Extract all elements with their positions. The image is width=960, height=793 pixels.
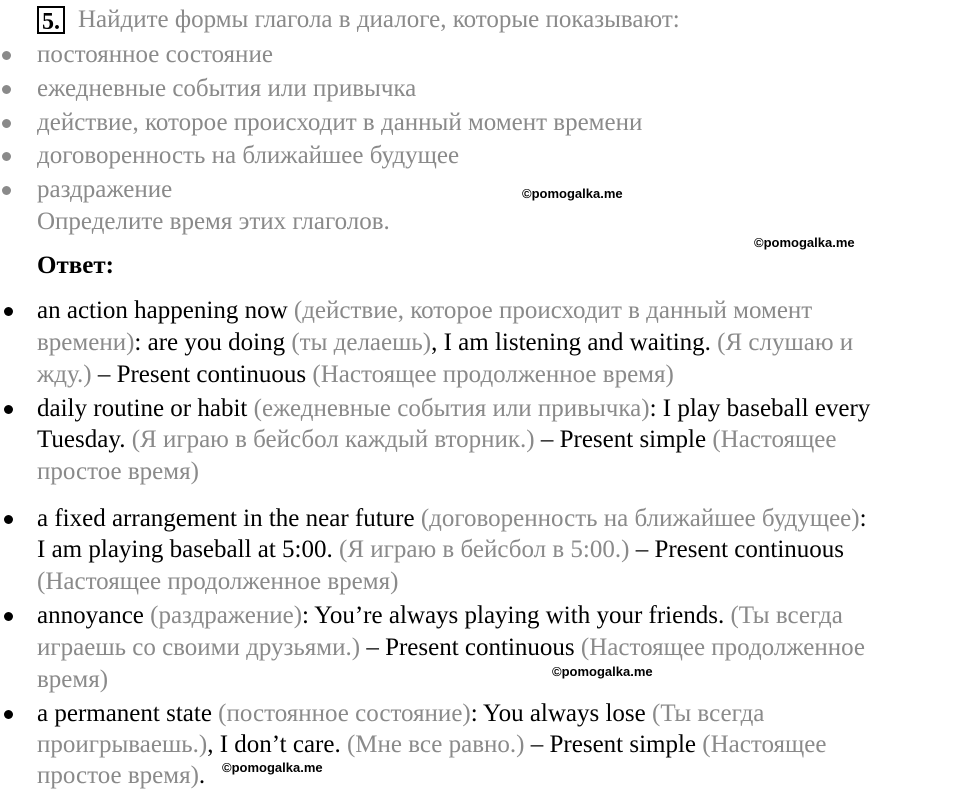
answer-line — [37, 664, 108, 696]
bullet — [4, 307, 13, 316]
answer-line — [37, 456, 199, 488]
answer-translation: (Я слушаю и — [717, 329, 854, 356]
task-number: 5. — [37, 6, 65, 34]
answer-translation: (Настоящее продолженное время) — [312, 361, 674, 388]
answer-translation: время) — [37, 666, 109, 693]
answer-text: : are you doing — [134, 329, 292, 356]
watermark: ©pomogalka.me — [222, 760, 323, 775]
task-item: ежедневные события или привычка — [37, 75, 417, 102]
answer-translation: времени) — [37, 329, 135, 356]
answer-translation: (Настоящее — [702, 731, 827, 758]
answer-translation: (ты делаешь) — [291, 329, 432, 356]
task-item: раздражение — [37, 176, 173, 203]
answer-line — [37, 729, 826, 761]
answer-line — [37, 393, 870, 425]
bullet — [4, 405, 13, 414]
answer-translation: (постоянное состояние) — [211, 700, 471, 727]
bullet — [2, 119, 11, 128]
answer-translation: (Мне все равно.) — [346, 731, 525, 758]
answer-text: a fixed arrangement in the near future — [37, 505, 415, 532]
watermark: ©pomogalka.me — [552, 664, 653, 679]
answer-translation: проигрываешь.) — [37, 731, 208, 758]
answer-text: a permanent state — [37, 700, 212, 727]
answer-line — [37, 424, 837, 456]
answer-line — [37, 566, 398, 598]
answer-line — [37, 698, 764, 730]
answer-translation: (договоренность на ближайшее будущее) — [414, 505, 860, 532]
bullet — [4, 515, 13, 524]
answer-translation: (Настоящее продолженное время) — [37, 568, 399, 595]
answer-text: : You always lose — [470, 700, 653, 727]
answer-line — [37, 632, 865, 664]
answer-translation: (ежедневные события или привычка) — [247, 395, 650, 422]
answer-text: , I am listening and waiting. — [431, 329, 718, 356]
answer-translation: (Ты всегда — [652, 700, 765, 727]
answer-translation: (раздражение) — [143, 602, 303, 629]
answer-text: daily routine or habit — [37, 395, 248, 422]
answer-text: – Present continuous — [91, 361, 313, 388]
answer-text: : You’re always playing with your friends. — [302, 602, 731, 629]
answer-text: : I play baseball every — [649, 395, 871, 422]
answer-text: – Present continuous — [360, 634, 581, 661]
answer-translation: играешь со своими друзьями.) — [37, 634, 361, 661]
answer-line — [37, 503, 867, 535]
answer-text: , I don’t care. — [207, 731, 347, 758]
answer-text: . — [198, 762, 206, 789]
answer-line — [37, 600, 843, 632]
task-prompt: Найдите формы глагола в диалоге, которые показывают: — [78, 6, 680, 33]
answer-text: – Present simple — [524, 731, 703, 758]
bullet — [2, 186, 11, 195]
answer-line — [37, 359, 674, 391]
bullet — [2, 152, 11, 161]
bullet — [2, 51, 11, 60]
answer-translation: жду.) — [37, 361, 92, 388]
answer-text: an action happening now — [37, 297, 288, 324]
bullet — [4, 710, 13, 719]
answer-line — [37, 760, 205, 792]
task-item: действие, которое происходит в данный момент времени — [37, 109, 643, 136]
answer-text: I am playing baseball at 5:00. — [37, 536, 340, 563]
answer-heading: Ответ: — [37, 252, 114, 279]
answer-line — [37, 327, 853, 359]
answer-translation: (действие, которое происходит в данный момент — [287, 297, 813, 324]
answer-translation: (Настоящее — [712, 426, 837, 453]
task-followup: Определите время этих глаголов. — [37, 208, 390, 235]
watermark: ©pomogalka.me — [522, 186, 623, 201]
watermark: ©pomogalka.me — [754, 235, 855, 250]
answer-text: – Present continuous — [629, 536, 845, 563]
answer-text: Tuesday. — [37, 426, 132, 453]
bullet — [4, 612, 13, 621]
answer-line — [37, 534, 844, 566]
task-item: постоянное состояние — [37, 41, 273, 68]
answer-translation: (Я играю в бейсбол каждый вторник.) — [131, 426, 535, 453]
answer-text: : — [859, 505, 867, 532]
answer-line — [37, 295, 812, 327]
answer-text: annoyance — [37, 602, 144, 629]
answer-translation: (Ты всегда — [730, 602, 843, 629]
answer-translation: простое время) — [37, 762, 199, 789]
answer-translation: (Я играю в бейсбол в 5:00.) — [339, 536, 630, 563]
bullet — [2, 85, 11, 94]
answer-text: – Present simple — [534, 426, 713, 453]
answer-translation: (Настоящее продолженное — [580, 634, 866, 661]
answer-translation: простое время) — [37, 458, 199, 485]
task-item: договоренность на ближайшее будущее — [37, 142, 460, 169]
